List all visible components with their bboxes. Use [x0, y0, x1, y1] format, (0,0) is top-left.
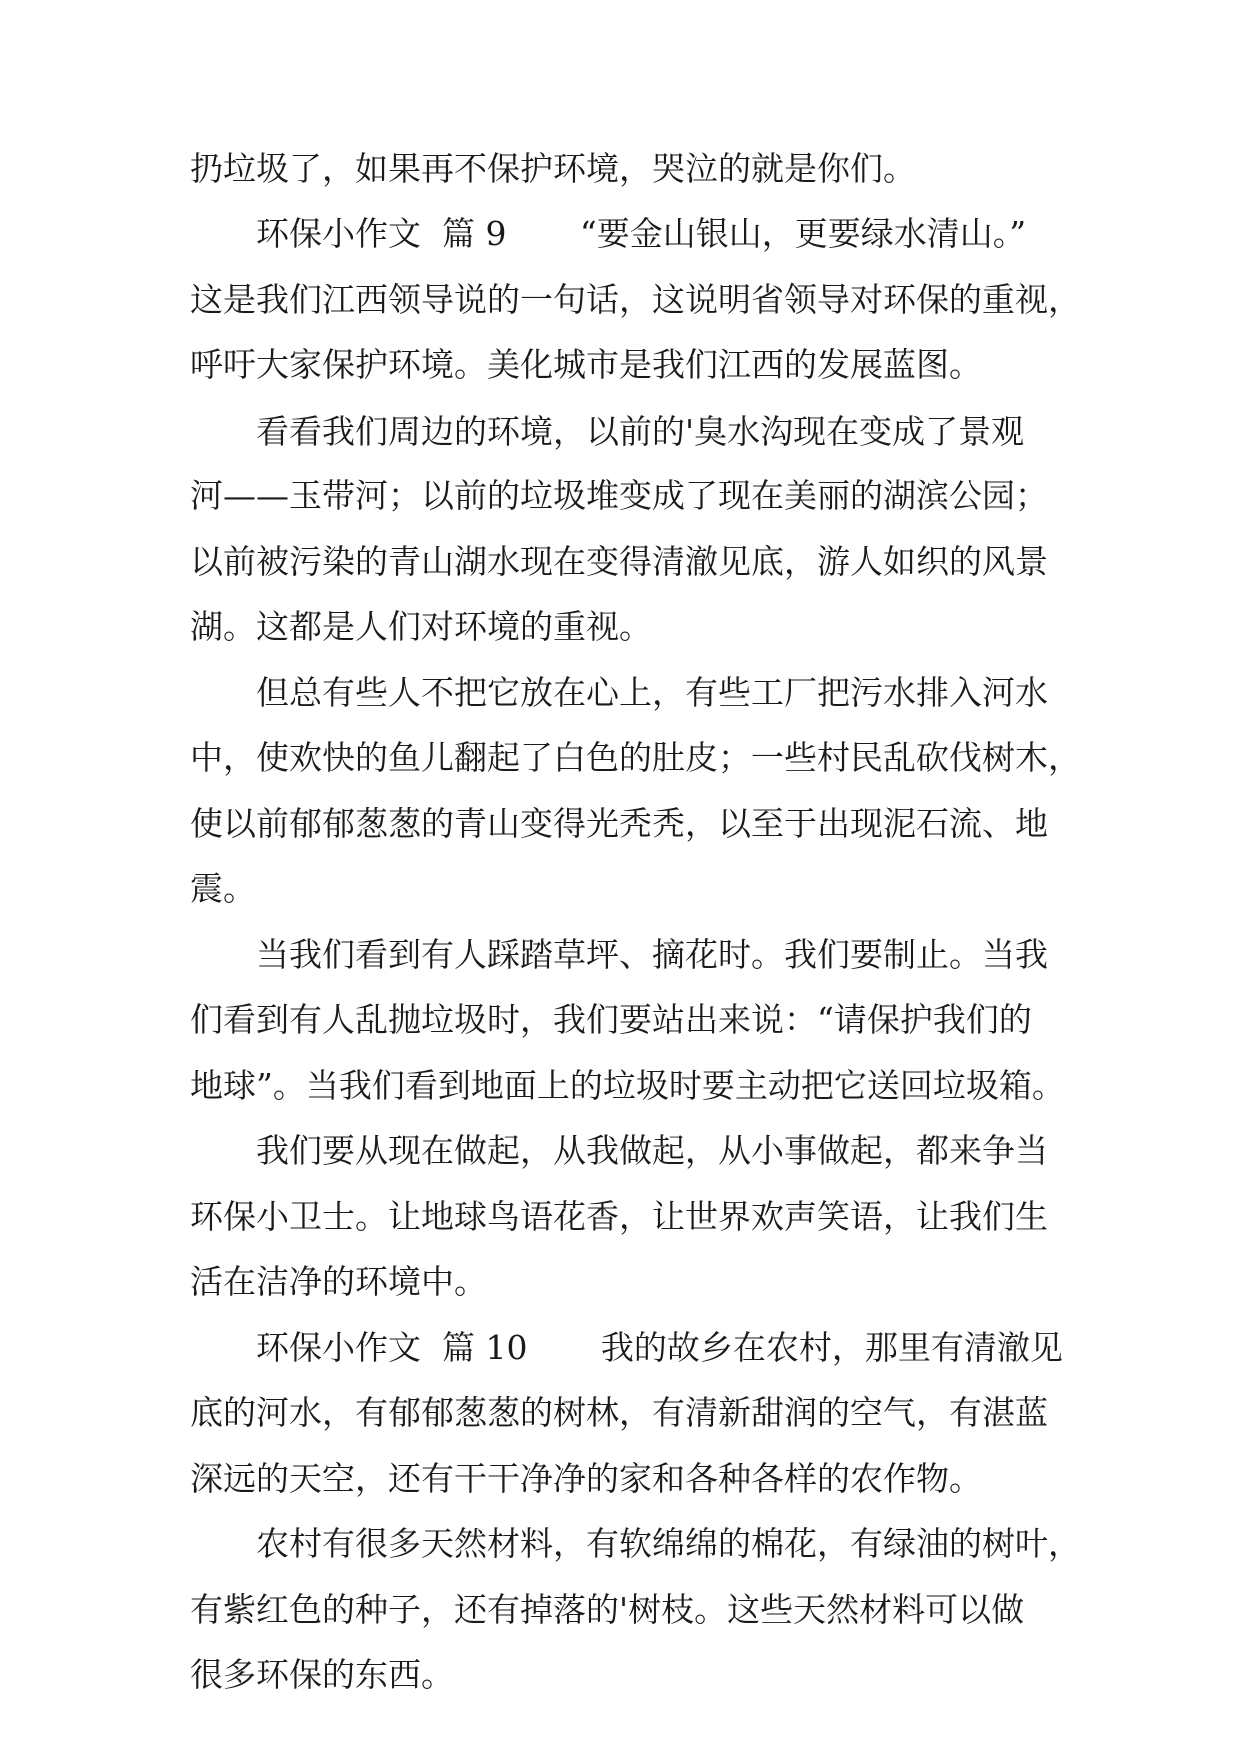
text-line: 环保小作文 篇 10 我的故乡在农村，那里有清澈见	[256, 1328, 1063, 1367]
text-line: 以前被污染的青山湖水现在变得清澈见底，游人如织的风景	[190, 542, 1048, 581]
text-line: 中，使欢快的鱼儿翻起了白色的肚皮；一些村民乱砍伐树木，	[190, 738, 1081, 777]
text-line: 环保小卫士。让地球鸟语花香，让世界欢声笑语，让我们生	[190, 1197, 1048, 1236]
text-line: 看看我们周边的环境，以前的'臭水沟现在变成了景观	[256, 412, 1025, 451]
text-line: 扔垃圾了，如果再不保护环境，哭泣的就是你们。	[190, 149, 916, 188]
text-line: 湖。这都是人们对环境的重视。	[190, 607, 652, 646]
text-line: 有紫红色的种子，还有掉落的'树枝。这些天然材料可以做	[190, 1590, 1025, 1629]
text-line: 地球”。当我们看到地面上的垃圾时要主动把它送回垃圾箱。	[190, 1066, 1065, 1105]
text-line: 底的河水，有郁郁葱葱的树林，有清新甜润的空气，有湛蓝	[190, 1393, 1048, 1432]
text-line: 这是我们江西领导说的一句话，这说明省领导对环保的重视，	[190, 280, 1081, 319]
text-line: 农村有很多天然材料，有软绵绵的棉花，有绿油的树叶，	[256, 1524, 1081, 1563]
text-line: 们看到有人乱抛垃圾时，我们要站出来说：“请保护我们的	[190, 1000, 1032, 1039]
text-line: 很多环保的东西。	[190, 1655, 454, 1694]
text-line: 深远的天空，还有干干净净的家和各种各样的农作物。	[190, 1459, 982, 1498]
text-line: 使以前郁郁葱葱的青山变得光秃秃，以至于出现泥石流、地	[190, 804, 1048, 843]
text-line: 活在洁净的环境中。	[190, 1262, 487, 1301]
text-line: 呼吁大家保护环境。美化城市是我们江西的发展蓝图。	[190, 345, 982, 384]
text-line: 河——玉带河；以前的垃圾堆变成了现在美丽的湖滨公园；	[190, 476, 1048, 515]
text-line: 震。	[190, 869, 256, 908]
text-line: 我们要从现在做起，从我做起，从小事做起，都来争当	[256, 1131, 1048, 1170]
text-line: 但总有些人不把它放在心上，有些工厂把污水排入河水	[256, 673, 1048, 712]
text-line: 当我们看到有人踩踏草坪、摘花时。我们要制止。当我	[256, 935, 1048, 974]
text-line: 环保小作文 篇 9 “要金山银山，更要绿水清山。”	[256, 214, 1027, 253]
